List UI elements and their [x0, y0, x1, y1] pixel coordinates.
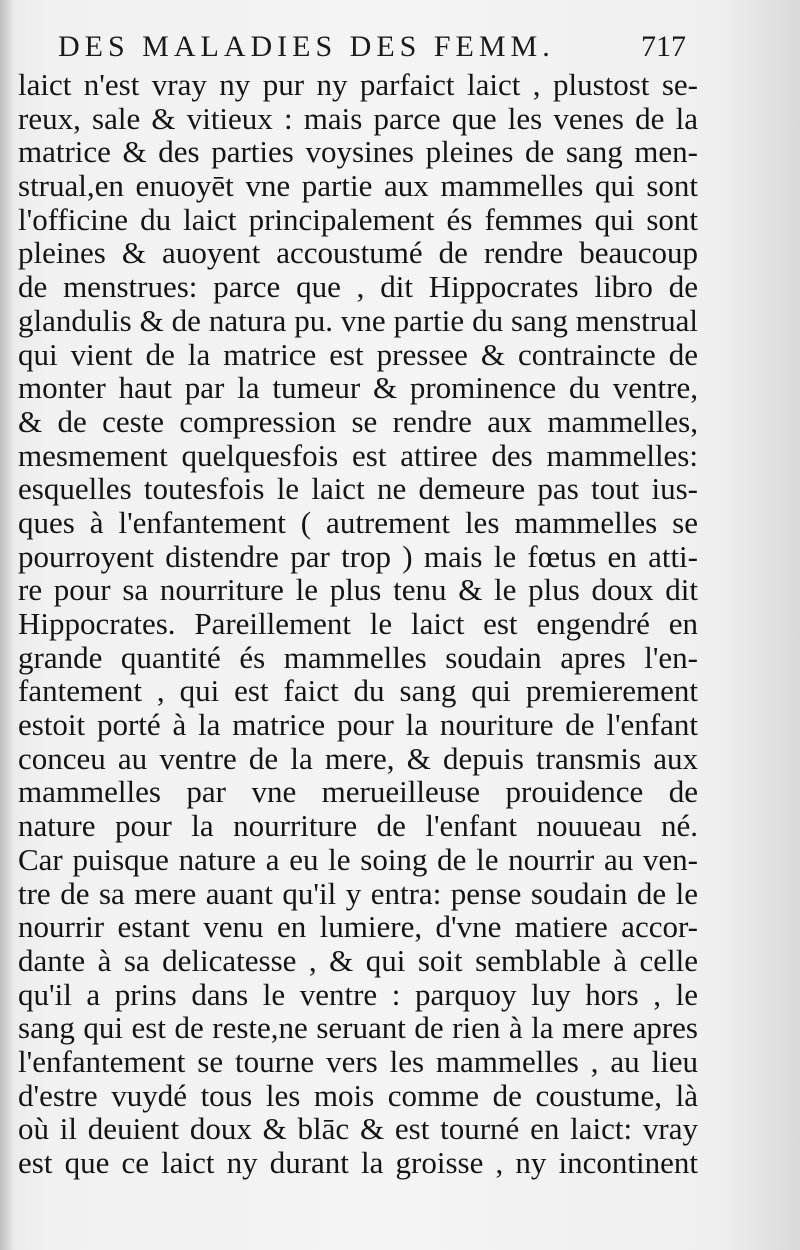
text-line: est que ce laict ny durant la groisse , ny incontinent — [18, 1145, 698, 1180]
text-line: l'enfantement se tourne vers les mammelles , au lieu — [18, 1043, 698, 1079]
text-line: de menstrues: parce que , dit Hippocrates libro de — [18, 269, 698, 305]
text-line: d'estre vuydé tous les mois comme de coustume, là — [18, 1077, 698, 1113]
text-line: reux, sale & vitieux : mais parce que les venes de la — [18, 100, 698, 136]
body-text — [18, 68, 698, 1180]
text-line: où il deuient doux & blāc & est tourné en laict: vray — [18, 1111, 698, 1147]
text-line: ques à l'enfantement ( autrement les mammelles se — [18, 504, 698, 540]
text-line: tre de sa mere auant qu'il y entra: pense soudain de le — [18, 875, 698, 911]
text-line: l'officine du laict principalement és femmes qui sont — [18, 201, 698, 237]
text-line: qu'il a prins dans le ventre : parquoy luy hors , le — [18, 976, 698, 1012]
text-line: strual,en enuoyēt vne partie aux mammelles qui sont — [18, 168, 698, 204]
text-line: nourrir estant venu en lumiere, d'vne matiere accor- — [18, 909, 698, 945]
text-line: monter haut par la tumeur & prominence du ventre, — [18, 370, 698, 406]
text-line: matrice & des parties voysines pleines de sang men- — [18, 134, 698, 170]
text-line: pourroyent distendre par trop ) mais le fœtus en atti- — [18, 538, 698, 574]
text-line: mammelles par vne merueilleuse prouidence de — [18, 774, 698, 810]
text-line: dante à sa delicatesse , & qui soit semblable à celle — [18, 942, 698, 978]
running-head: DES MALADIES DES FEMM. — [58, 30, 555, 63]
text-line: esquelles toutesfois le laict ne demeure pas tout ius- — [18, 471, 698, 507]
text-line: estoit porté à la matrice pour la nouriture de l'enfant — [18, 707, 698, 743]
text-line: re pour sa nourriture le plus tenu & le plus doux dit — [18, 572, 698, 608]
text-line: qui vient de la matrice est pressee & contraincte de — [18, 336, 698, 372]
text-line: nature pour la nourriture de l'enfant nouueau né. — [18, 808, 698, 844]
page-number: 717 — [641, 30, 686, 63]
page-header — [58, 30, 698, 70]
text-line: mesmement quelquesfois est attiree des mammelles: — [18, 437, 698, 473]
text-line: Hippocrates. Pareillement le laict est engendré en — [18, 606, 698, 641]
text-line: pleines & auoyent accoustumé de rendre beaucoup — [18, 235, 698, 271]
text-line: glandulis & de natura pu. vne partie du sang menstrual — [18, 302, 698, 338]
text-line: sang qui est de reste,ne seruant de rien à la mere apres — [18, 1010, 698, 1046]
text-line: conceu au ventre de la mere, & depuis transmis aux — [18, 740, 698, 776]
text-line: & de ceste compression se rendre aux mammelles, — [18, 403, 698, 439]
text-line: laict n'est vray ny pur ny parfaict laict , plustost se- — [18, 67, 698, 102]
text-line: Car puisque nature a eu le soing de le nourrir au ven- — [18, 841, 698, 877]
text-line: grande quantité és mammelles soudain apres l'en- — [18, 639, 698, 675]
gutter-shadow — [0, 0, 14, 1250]
text-line: fantement , qui est faict du sang qui premierement — [18, 673, 698, 709]
